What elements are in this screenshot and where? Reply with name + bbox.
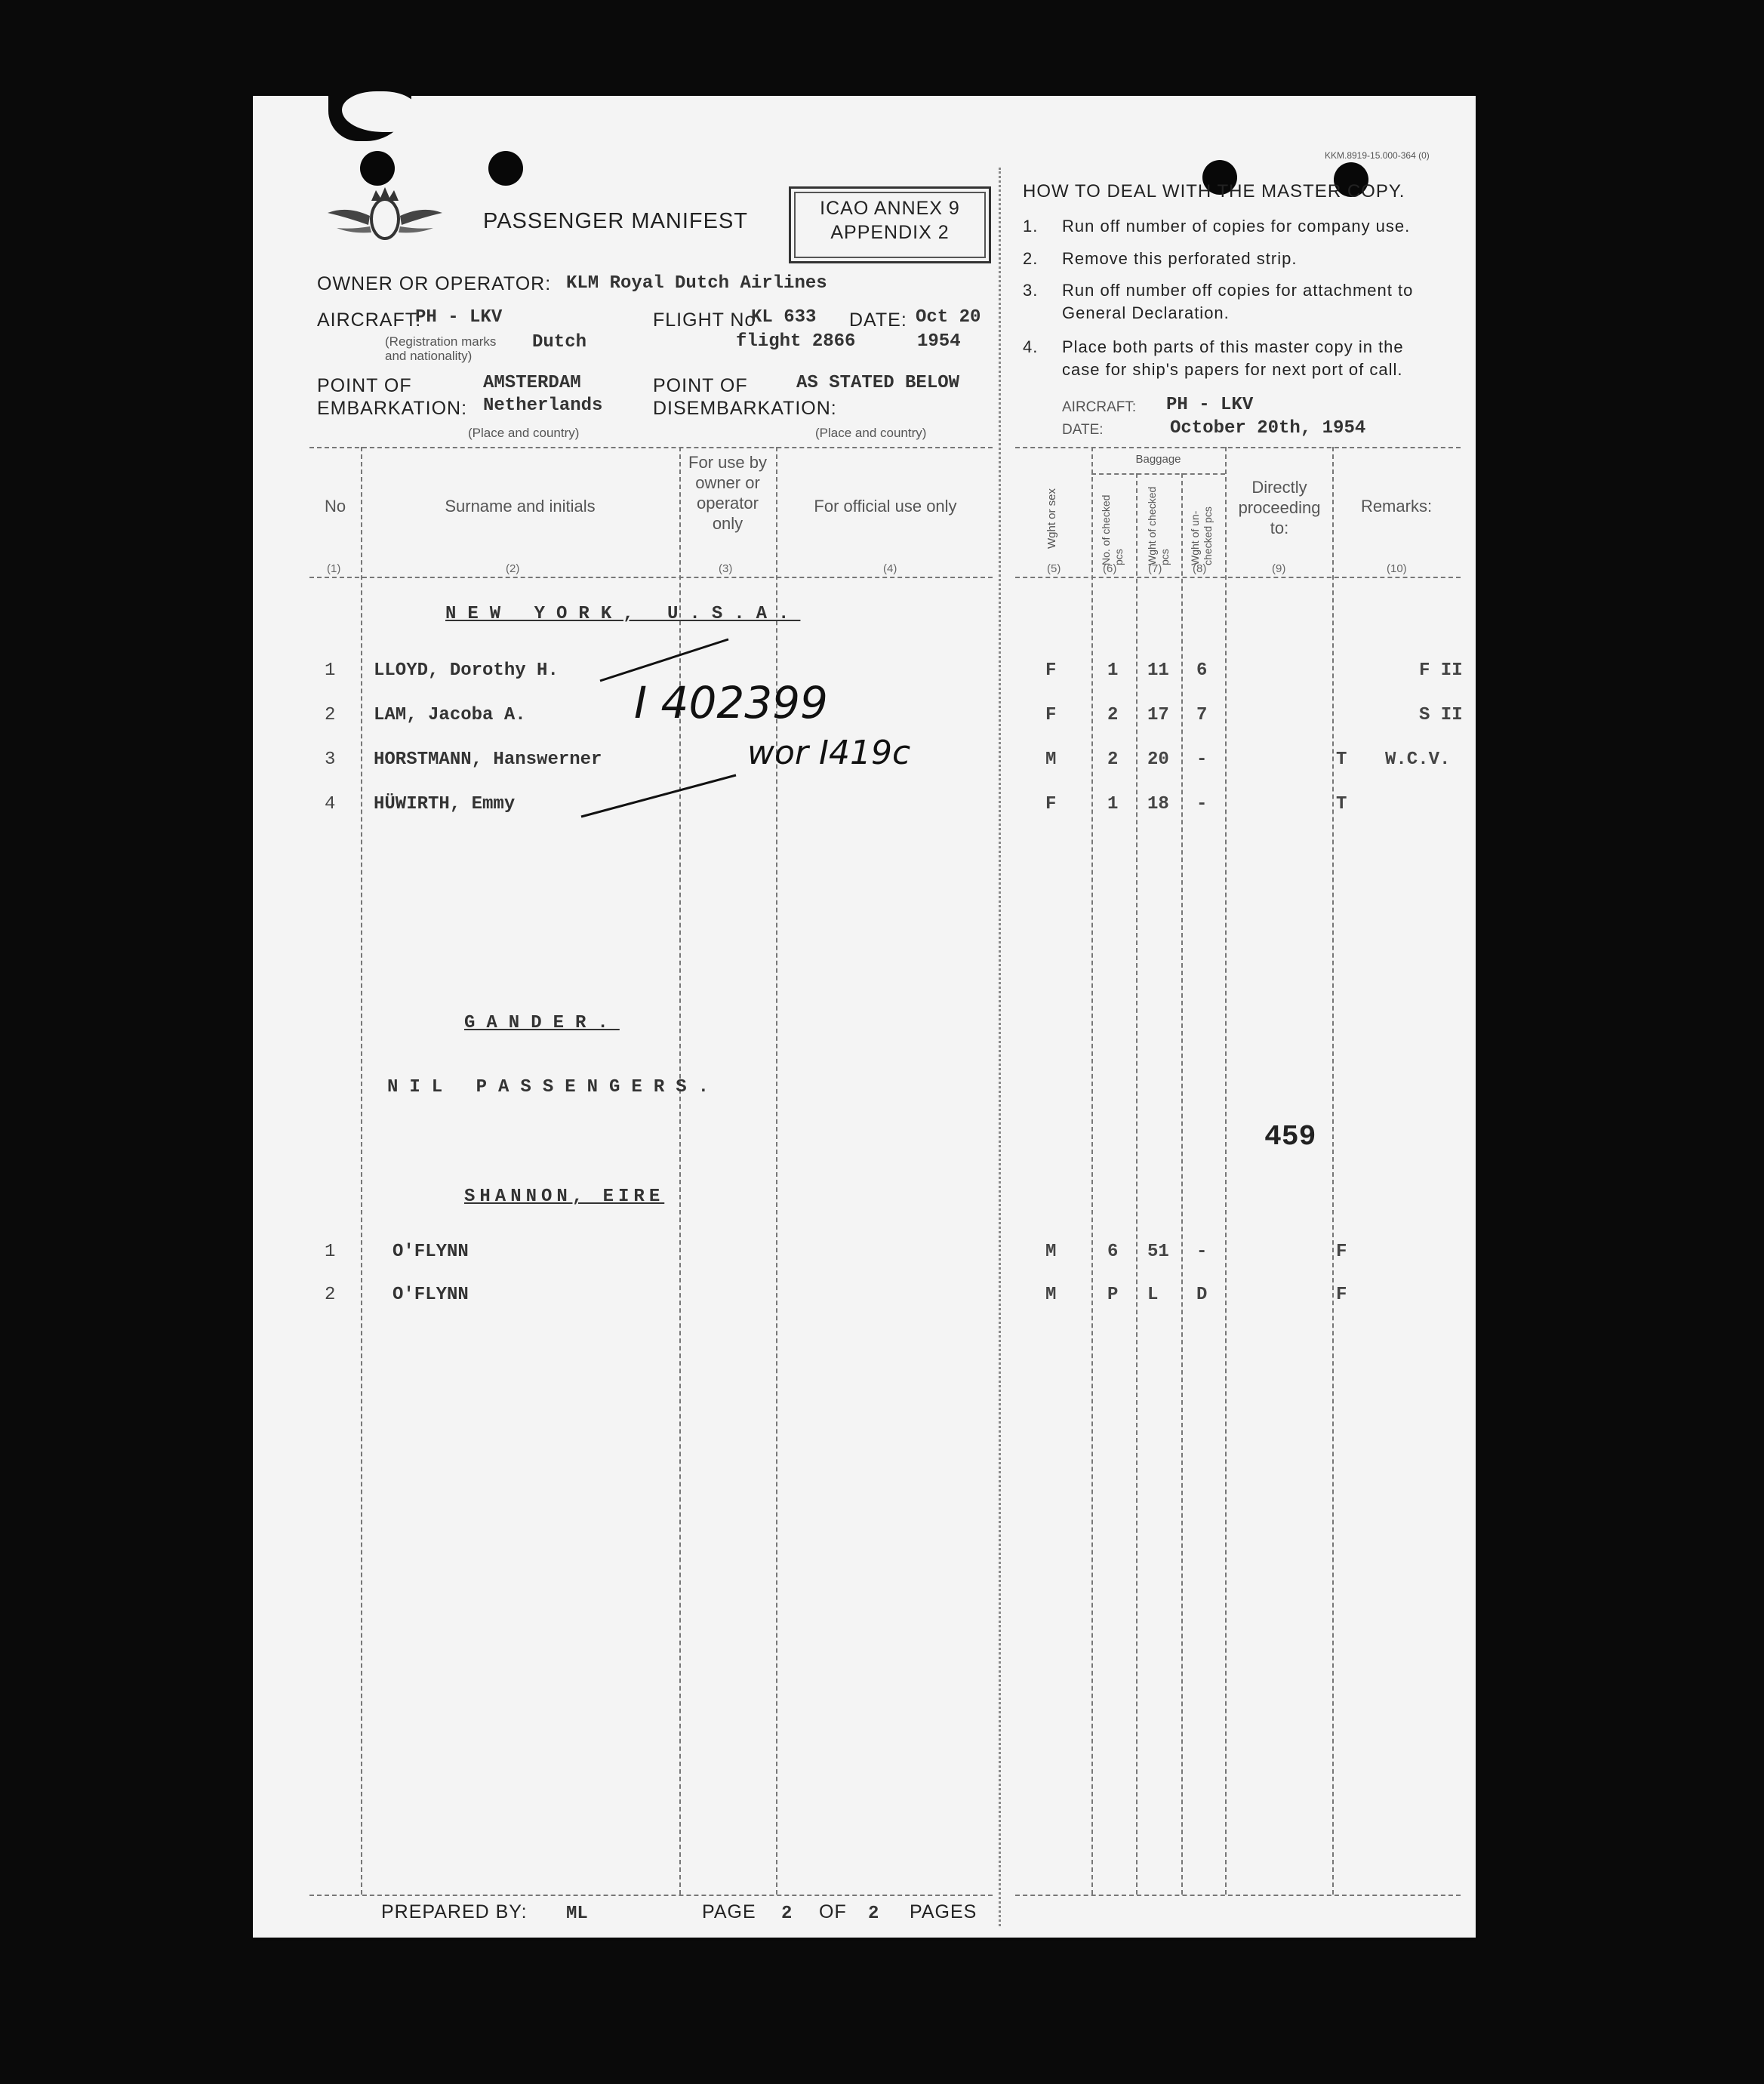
row-number: 1 — [325, 660, 336, 681]
of-value: 2 — [868, 1904, 879, 1924]
aircraft-label: AIRCRAFT: — [317, 309, 422, 331]
owner-value: KLM Royal Dutch Airlines — [566, 273, 827, 294]
checked-pcs-cell: 6 — [1107, 1242, 1119, 1262]
flight-2: flight 2866 — [736, 331, 856, 352]
col-num: (3) — [719, 562, 733, 575]
page-label: PAGE — [702, 1901, 756, 1922]
col-sex-header: Wght or sex — [1045, 488, 1058, 549]
col-proceeding-header: Directly proceeding to: — [1238, 478, 1321, 537]
col-no-header: No — [324, 497, 346, 516]
sex-cell: M — [1045, 1285, 1057, 1305]
instr-date-label: DATE: — [1062, 422, 1104, 438]
instr-date-value: October 20th, 1954 — [1170, 418, 1366, 439]
col-num: (10) — [1387, 562, 1407, 575]
owner-label: OWNER OR OPERATOR: — [317, 273, 552, 294]
instruction-number: 3. — [1023, 281, 1039, 300]
handwritten-code: wor I419c — [747, 734, 911, 772]
stamp-number: 459 — [1264, 1121, 1316, 1153]
icao-line-2: APPENDIX 2 — [830, 222, 950, 243]
flight-value: KL 633 — [751, 307, 817, 328]
proceeding-cell: F — [1336, 1242, 1347, 1262]
proceeding-cell: F — [1336, 1285, 1347, 1305]
instruction-text: Run off number of copies for company use. — [1062, 217, 1411, 235]
proceeding-cell: T — [1336, 794, 1347, 814]
poe-label-2: EMBARKATION: — [317, 398, 468, 419]
instruction-text: Place both parts of this master copy in the — [1062, 337, 1404, 356]
checked-wght-cell: 18 — [1147, 794, 1169, 814]
flight-label: FLIGHT No — [653, 309, 756, 331]
row-number: 3 — [325, 750, 336, 770]
pod-value: AS STATED BELOW — [796, 373, 960, 393]
aircraft-note-1: (Registration marks — [385, 334, 497, 349]
instruction-number: 4. — [1023, 337, 1039, 356]
checked-wght-cell: 20 — [1147, 750, 1169, 770]
checked-pcs-cell: 1 — [1107, 794, 1119, 814]
instructions-title: HOW TO DEAL WITH THE MASTER COPY. — [1023, 181, 1405, 202]
passenger-name: LAM, Jacoba A. — [374, 705, 526, 725]
poe-value-1: AMSTERDAM — [483, 373, 581, 393]
passenger-name: LLOYD, Dorothy H. — [374, 660, 559, 681]
manifest-title: PASSENGER MANIFEST — [483, 209, 749, 233]
remarks-cell: W.C.V. — [1385, 750, 1451, 770]
instr-aircraft-value: PH - LKV — [1166, 395, 1254, 415]
aircraft-value: PH - LKV — [415, 307, 503, 328]
checked-pcs-cell: 2 — [1107, 705, 1119, 725]
col-surname-header: Surname and initials — [445, 497, 596, 516]
remarks-cell: F II — [1419, 660, 1463, 681]
row-number: 4 — [325, 794, 336, 814]
instruction-text: Remove this perforated strip. — [1062, 249, 1298, 268]
pod-label-1: POINT OF — [653, 375, 748, 396]
section-heading: NEW YORK, U.S.A. — [445, 604, 801, 624]
instruction-text: Run off number off copies for attachment to — [1062, 281, 1414, 300]
unchecked-wght-cell: - — [1196, 1242, 1208, 1262]
remarks-cell: S II — [1419, 705, 1463, 725]
instr-aircraft-label: AIRCRAFT: — [1062, 399, 1137, 415]
checked-wght-cell: 17 — [1147, 705, 1169, 725]
table-bottom-rule — [1015, 1895, 1461, 1896]
pod-label-2: DISEMBARKATION: — [653, 398, 837, 419]
sex-cell: F — [1045, 794, 1057, 814]
sex-cell: M — [1045, 750, 1057, 770]
date-value: Oct 20 — [916, 307, 981, 328]
icao-line-1: ICAO ANNEX 9 — [820, 198, 960, 219]
form-code: KKM.8919-15.000-364 (0) — [1325, 150, 1430, 161]
col-num: (8) — [1193, 562, 1207, 575]
sex-cell: F — [1045, 705, 1057, 725]
row-number: 2 — [325, 1285, 336, 1305]
instruction-text: case for ship's papers for next port of call. — [1062, 360, 1403, 379]
passenger-name: O'FLYNN — [393, 1285, 469, 1305]
prepared-by-label: PREPARED BY: — [381, 1901, 528, 1922]
col-num: (4) — [883, 562, 897, 575]
poe-place-note: (Place and country) — [468, 426, 580, 440]
handwritten-number: I 402399 — [634, 677, 828, 728]
checked-wght-cell: 51 — [1147, 1242, 1169, 1262]
col-wght-checked-header: Wght of checked pcs — [1146, 486, 1171, 565]
table-bottom-rule — [309, 1895, 993, 1896]
unchecked-wght-cell: 7 — [1196, 705, 1208, 725]
col-num: (7) — [1148, 562, 1162, 575]
checked-wght-cell: L — [1147, 1285, 1159, 1305]
col-owner-use-header: For use by owner or operator only — [688, 453, 767, 533]
passenger-name: HÜWIRTH, Emmy — [374, 794, 516, 814]
col-remarks-header: Remarks: — [1360, 497, 1433, 516]
unchecked-wght-cell: - — [1196, 750, 1208, 770]
col-num: (2) — [506, 562, 520, 575]
passenger-name: HORSTMANN, Hanswerner — [374, 750, 602, 770]
instruction-number: 1. — [1023, 217, 1039, 235]
of-label: OF — [819, 1901, 847, 1922]
manifest-sheet — [253, 96, 1476, 1938]
proceeding-cell: T — [1336, 750, 1347, 770]
checked-pcs-cell: 1 — [1107, 660, 1119, 681]
unchecked-wght-cell: D — [1196, 1285, 1208, 1305]
col-num: (9) — [1272, 562, 1286, 575]
checked-pcs-cell: P — [1107, 1285, 1119, 1305]
pod-place-note: (Place and country) — [815, 426, 927, 440]
col-official-header: For official use only — [814, 497, 957, 516]
handwritten-strokes — [253, 96, 1476, 1002]
aircraft-note-2: and nationality) — [385, 349, 473, 363]
col-num: (1) — [327, 562, 341, 575]
row-number: 2 — [325, 705, 336, 725]
date-label: DATE: — [849, 309, 907, 331]
checked-wght-cell: 11 — [1147, 660, 1169, 681]
checked-pcs-cell: 2 — [1107, 750, 1119, 770]
col-num: (6) — [1103, 562, 1117, 575]
unchecked-wght-cell: - — [1196, 794, 1208, 814]
instruction-text: General Declaration. — [1062, 303, 1230, 322]
section-heading: SHANNON, EIRE — [464, 1187, 665, 1207]
aircraft-nationality: Dutch — [532, 332, 587, 352]
poe-value-2: Netherlands — [483, 396, 603, 416]
instruction-number: 2. — [1023, 249, 1039, 268]
col-baggage-header: Baggage — [1135, 453, 1181, 466]
section-heading: GANDER. — [464, 1013, 620, 1033]
pages-label: PAGES — [910, 1901, 977, 1922]
col-num-checked-header: No. of checked pcs — [1100, 494, 1125, 565]
sex-cell: F — [1045, 660, 1057, 681]
section-note: NIL PASSENGERS. — [387, 1077, 721, 1097]
poe-label-1: POINT OF — [317, 375, 412, 396]
sex-cell: M — [1045, 1242, 1057, 1262]
page-value: 2 — [781, 1904, 793, 1924]
col-wght-unchecked-header: Wght of un-checked pcs — [1189, 506, 1214, 565]
prepared-by-value: ML — [566, 1904, 588, 1924]
unchecked-wght-cell: 6 — [1196, 660, 1208, 681]
row-number: 1 — [325, 1242, 336, 1262]
year: 1954 — [917, 331, 961, 352]
passenger-name: O'FLYNN — [393, 1242, 469, 1262]
col-num: (5) — [1047, 562, 1061, 575]
